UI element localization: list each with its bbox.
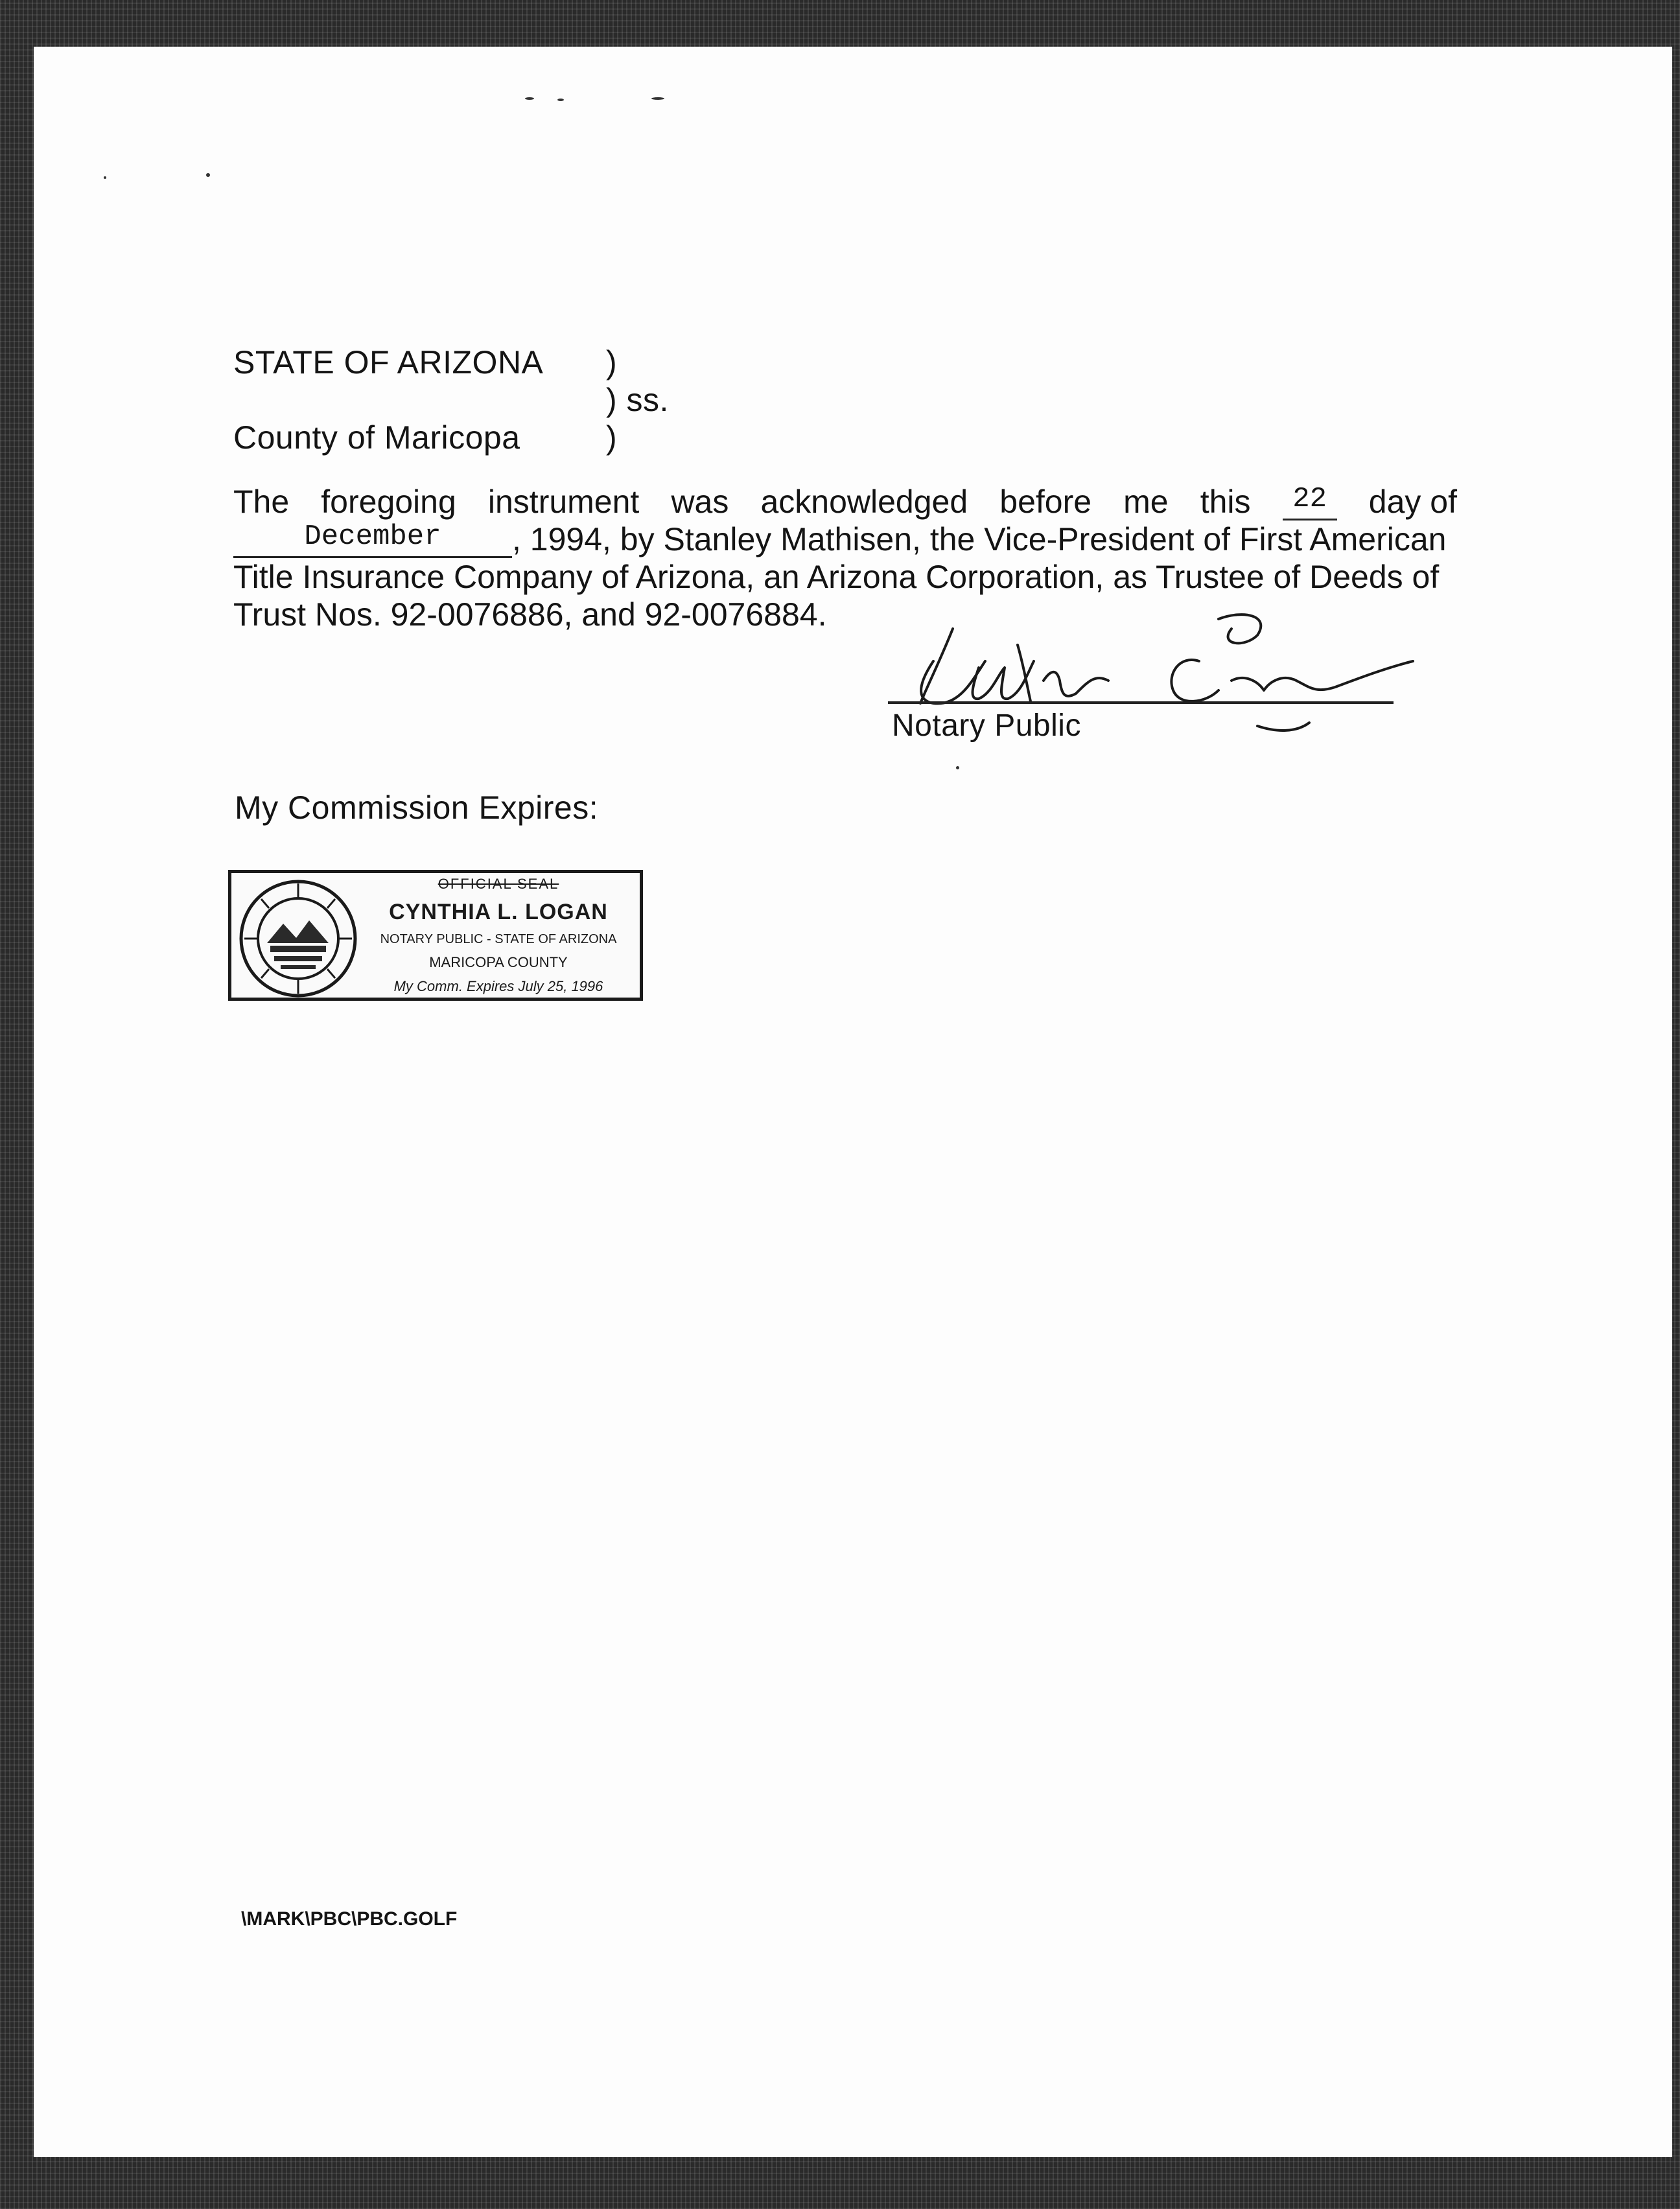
ack-word: The (233, 484, 290, 520)
speck (557, 99, 564, 101)
venue-paren-top: ) (606, 344, 618, 380)
day-field: 22 (1283, 483, 1337, 520)
speck (206, 173, 210, 177)
seal-state-line: NOTARY PUBLIC - STATE OF ARIZONA (380, 932, 617, 946)
ack-day-of: day of (1368, 484, 1457, 520)
notary-seal-stamp (228, 870, 643, 1001)
venue-county: County of Maricopa (233, 419, 520, 456)
notary-title: Notary Public (892, 708, 1081, 743)
ack-word: me (1123, 484, 1169, 520)
seal-heading: OFFICIAL SEAL (438, 876, 559, 892)
ack-line-4-text: Trust Nos. 92-0076886, and 92-0076884. (233, 596, 827, 633)
month-field: December (233, 520, 512, 558)
venue-state: STATE OF ARIZONA (233, 344, 544, 380)
speck (104, 176, 106, 179)
ack-line-2 (233, 520, 1457, 558)
arizona-seal-emblem-icon (238, 878, 358, 999)
signature-line (888, 701, 1394, 704)
ack-word: foregoing (321, 484, 456, 520)
commission-label: My Commission Expires: (235, 789, 599, 826)
seal-county-line: MARICOPA COUNTY (429, 954, 568, 970)
seal-name: CYNTHIA L. LOGAN (389, 900, 608, 924)
venue-paren-bottom: ) (606, 419, 618, 456)
ack-line-2-text: , 1994, by Stanley Mathisen, the Vice-President of First American (512, 521, 1447, 557)
ack-word: this (1200, 484, 1251, 520)
ack-word: before (999, 484, 1092, 520)
ack-word: acknowledged (760, 484, 968, 520)
ack-line-3-text: Title Insurance Company of Arizona, an Arizona Corporation, as Trustee of Deeds of (233, 559, 1440, 595)
footer-file-path: \MARK\PBC\PBC.GOLF (241, 1908, 458, 1930)
ack-word: was (671, 484, 729, 520)
ack-line-1 (233, 483, 1457, 520)
venue-ss: ) ss. (606, 382, 669, 418)
speck (651, 97, 664, 100)
seal-text-block (361, 877, 636, 994)
ack-word: instrument (487, 484, 640, 520)
speck (525, 97, 534, 100)
seal-expires-line: My Comm. Expires July 25, 1996 (393, 978, 603, 994)
